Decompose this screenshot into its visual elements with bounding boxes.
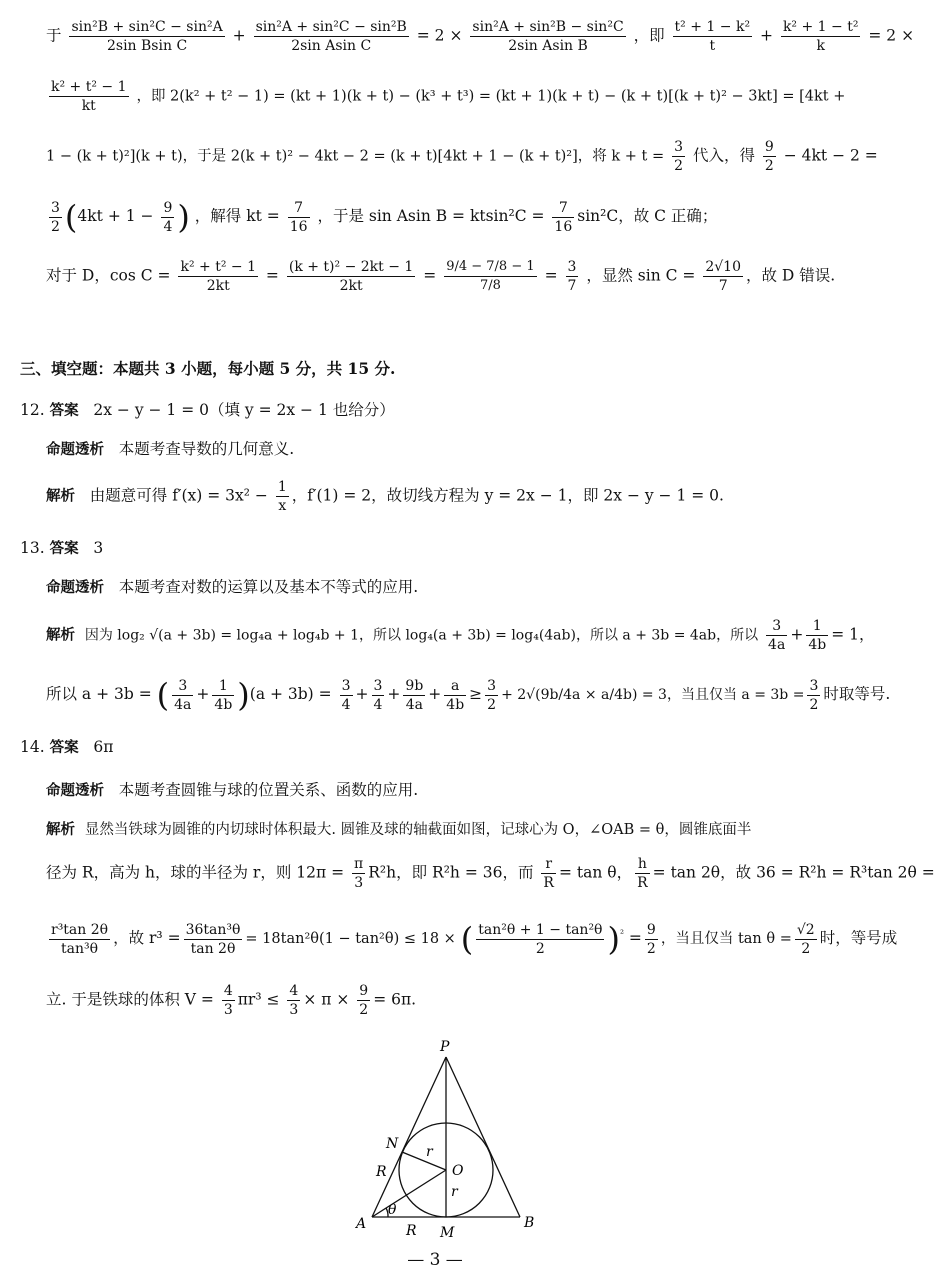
fraction: $\frac{\text{k² + t² − 1}}{2kt}$ (180, 259, 256, 294)
q13-touxi (46, 575, 850, 597)
label-A: A (356, 1216, 367, 1232)
text: (a + 3b) = (249, 685, 332, 703)
text: sin²C，故 C 正确； (577, 207, 718, 225)
fraction: $\frac{3}{4}$ (341, 677, 351, 713)
q12-answer-line (20, 398, 850, 420)
fraction: $\frac{7}{16}$ (289, 199, 308, 235)
jiexi-label: 解析 (46, 627, 75, 644)
fraction: $\frac{a}{4b}$ (446, 677, 465, 713)
fraction: $\frac{3}{4a}$ (768, 618, 786, 653)
compound-fraction: $\frac{9/4 - 7/8 - 1}{7/8}$ (446, 259, 535, 293)
text: 因为 log₂ √(a + 3b) = log₄a + log₄b + 1，所以 log₄(a + 3b) = log₄(4ab)，所以 a + 3b = 4ab，所以 (84, 627, 759, 644)
fraction: $\frac{3}{4}$ (373, 677, 383, 713)
question-number: 13. (20, 539, 45, 557)
segment-ON (402, 1152, 446, 1170)
fraction: $\frac{2√10}{7}$ (705, 259, 741, 294)
text: ，解得 kt = (194, 207, 280, 225)
exponent: ² (619, 928, 624, 940)
text: ≥ (469, 685, 483, 703)
label-R2: R (406, 1223, 417, 1239)
text: = tan 2θ，故 36 = R²h = R³tan 2θ = (652, 863, 935, 882)
fraction: $\frac{9b}{4a}$ (405, 677, 424, 713)
fraction: $\frac{3}{7}$ (567, 259, 577, 294)
q14-jiexi-line4 (46, 982, 850, 1019)
fraction: $\frac{\pi}{3}$ (354, 856, 364, 891)
text: = 2 × (416, 26, 463, 45)
q14-answer-line (20, 736, 850, 757)
fraction: $\frac{1}{4b}$ (808, 618, 827, 653)
text: ，即 2(k² + t² − 1) = (kt + 1)(k + t) − (k³ + t³) = (kt + 1)(k + t) − (k + t)[(k + t)² − 3kt] = [4kt + (136, 88, 846, 105)
text: = tan θ， (558, 863, 633, 882)
question-number: 12. (20, 401, 45, 419)
fraction: $\frac{1}{x}$ (277, 479, 287, 514)
text: 立. 于是铁球的体积 V = (46, 990, 214, 1009)
text: 径为 R，高为 h，球的半径为 r，则 12π = (46, 863, 345, 882)
text: + (760, 26, 773, 45)
text: 显然当铁球为圆锥的内切球时体积最大. 圆锥及球的轴截面如图，记球心为 O，∠OAB = θ，圆锥底面半 (84, 822, 752, 838)
text: = (265, 266, 279, 285)
text: + (196, 685, 210, 703)
answer-text: 3 (93, 539, 104, 557)
fraction: $\frac{3}{2}$ (809, 677, 819, 713)
text: ，于是 sin Asin B = ktsin²C = (317, 207, 545, 225)
fraction: $\frac{\text{(k + t)² − 2kt − 1}}{2kt}$ (288, 259, 414, 294)
q13-jiexi-line2: 所以 a + 3b = ( $\frac{3}{4a}$ + $\frac{1}{4b}$ )(a + 3b) = $\frac{3}{4}$ + $\frac{3}{4}$ + $\frac{9b}{4a}$ + $\frac{a}{4b}$ ≥ $\frac{3}{2}$ + 2√(9b/4a × a/4b) = 3，当且仅当 a = 3b = $\frac{3}{2}$ 时取等号. (46, 676, 891, 714)
fraction: $\frac{3}{2}$ (674, 139, 683, 174)
fraction: $\frac{\text{36tan³θ}}{\tan 2\theta}$ (185, 921, 241, 957)
touxi-label: 命题透析 (46, 783, 104, 799)
fraction: $\frac{9}{4}$ (163, 199, 173, 235)
label-B: B (524, 1215, 535, 1231)
text: + (428, 685, 442, 703)
text: + (355, 685, 369, 703)
fraction: $\frac{\text{r³tan 2θ}}{\text{tan³θ}}$ (51, 921, 109, 957)
label-P: P (440, 1039, 450, 1055)
text: ，故 D 错误. (746, 266, 836, 285)
fraction: $\frac{9}{2}$ (646, 921, 656, 957)
fraction: $\frac{3}{2}$ (51, 199, 60, 235)
fraction: $\frac{4}{3}$ (289, 983, 299, 1018)
text: = (544, 266, 558, 285)
fraction: $\frac{\text{tan²θ + 1 − tan²θ}}{2}$ (478, 921, 603, 957)
fraction: $\frac{\text{k² + t² − 1}}{kt}$ (51, 79, 127, 114)
q14-jiexi-line2 (46, 855, 935, 892)
text: πr³ ≤ (237, 990, 280, 1009)
text: ，当且仅当 tan θ = (660, 931, 792, 947)
text: 代入，得 (692, 146, 755, 165)
label-M: M (440, 1225, 455, 1241)
touxi-text: 本题考查对数的运算以及基本不等式的应用. (118, 578, 419, 596)
text: ，故 r³ = (113, 929, 181, 947)
text: 1 − (k + t)²](k + t)，于是 2(k + t)² − 4kt − 2 = (k + t)[4kt + 1 − (k + t)²]，将 k + t = (46, 148, 665, 165)
text: = 6π. (373, 990, 417, 1009)
label-r1: r (426, 1144, 433, 1160)
label-N: N (386, 1136, 399, 1152)
fraction: $\frac{√2}{2}$ (796, 921, 815, 957)
fraction: $\frac{h}{R}$ (637, 856, 648, 891)
formula-line-2 (46, 78, 850, 115)
label-r2: r (451, 1184, 458, 1200)
text: + (232, 26, 246, 45)
text: 4kt + 1 − (77, 207, 154, 225)
text: = (628, 929, 642, 947)
text: × π × (303, 990, 350, 1009)
q12-touxi (46, 437, 850, 459)
answer-label: 答案 (49, 740, 79, 756)
text: + (387, 685, 401, 703)
q14-touxi (46, 778, 850, 800)
label-O: O (452, 1163, 464, 1179)
cone-sphere-figure (340, 1035, 560, 1245)
fraction: $\frac{4}{3}$ (223, 983, 233, 1018)
fraction: $\frac{r}{R}$ (543, 856, 554, 891)
formula-line-4: $\frac{3}{2}$ (4kt + 1 − $\frac{9}{4}$ ) ，解得 kt = $\frac{7}{16}$ ，于是 sin Asin B = ktsin²C = $\frac{7}{16}$ sin²C，故 C 正确； (51, 198, 718, 236)
fraction: $\frac{\text{t² + 1 − k²}}{t}$ (674, 19, 751, 54)
text: + (790, 625, 804, 644)
formula-line-1 (46, 18, 915, 55)
text: 由题意可得 f′(x) = 3x² − (89, 486, 268, 505)
q12-jiexi (46, 478, 850, 515)
label-R1: R (376, 1164, 387, 1180)
text: ，显然 sin C = (586, 266, 696, 285)
text: 于 (46, 26, 62, 45)
text: = (423, 266, 437, 285)
q13-jiexi (46, 617, 875, 654)
touxi-label: 命题透析 (46, 580, 104, 596)
question-number: 14. (20, 738, 45, 756)
answer-text: 2x − y − 1 = 0（填 y = 2x − 1 也给分） (93, 401, 395, 419)
text: R²h，即 R²h = 36，而 (368, 863, 534, 882)
fraction: $\frac{3}{2}$ (487, 677, 497, 713)
text: 时取等号. (823, 685, 891, 703)
fraction: $\frac{9}{2}$ (359, 983, 369, 1018)
touxi-text: 本题考查圆锥与球的位置关系、函数的应用. (118, 781, 419, 799)
text: 所以 a + 3b = (46, 685, 152, 703)
text: − 4kt − 2 = (783, 146, 878, 165)
formula-line-5 (46, 258, 850, 295)
answer-label: 答案 (49, 541, 79, 557)
fraction: $\frac{1}{4b}$ (214, 677, 233, 713)
formula-line-3 (46, 138, 878, 175)
fraction: $\frac{9}{2}$ (764, 139, 774, 174)
text: ，f′(1) = 2，故切线方程为 y = 2x − 1，即 2x − y − 1 = 0. (291, 486, 724, 505)
text: 时，等号成 (819, 929, 898, 947)
jiexi-label: 解析 (46, 822, 75, 838)
section-heading: 三、填空题：本题共 3 小题，每小题 5 分，共 15 分. (20, 359, 396, 378)
fraction: $\frac{7}{16}$ (554, 199, 573, 235)
answer-label: 答案 (49, 403, 79, 419)
text: + 2√(9b/4a × a/4b) = 3，当且仅当 a = 3b = (501, 687, 805, 703)
label-theta: θ (388, 1202, 397, 1218)
text: = 1， (831, 625, 875, 644)
text: 对于 D，cos C = (46, 266, 171, 285)
text: = 18tan²θ(1 − tan²θ) ≤ 18 × (245, 931, 456, 947)
q14-jiexi (46, 818, 850, 839)
answer-text: 6π (93, 738, 114, 756)
fraction: $\frac{\text{sin²A + sin²B − sin²C}}{\text{2sin Asin B}}$ (472, 19, 624, 54)
q14-jiexi-line3: $\frac{\text{r³tan 2θ}}{\text{tan³θ}}$ ，故 r³ = $\frac{\text{36tan³θ}}{\tan 2\theta}$ = 18tan²θ(1 − tan²θ) ≤ 18 × ( $\frac{\text{tan²θ + 1 − tan²θ}}{2}$ )$^{^2}$ = $\frac{9}{2}$ ，当且仅当 tan θ = $\frac{√2}{2}$ 时，等号成 (51, 920, 898, 958)
page-number: — 3 — (407, 1250, 463, 1270)
text: = 2 × (868, 26, 915, 45)
text: ，即 (633, 26, 665, 45)
touxi-label: 命题透析 (46, 442, 104, 458)
q13-answer-line (20, 537, 850, 558)
fraction: $\frac{\text{sin²B + sin²C − sin²A}}{\text{2sin Bsin C}}$ (71, 19, 223, 54)
jiexi-label: 解析 (46, 488, 75, 505)
touxi-text: 本题考查导数的几何意义. (118, 440, 295, 458)
fraction: $\frac{\text{k² + 1 − t²}}{k}$ (782, 19, 859, 54)
fraction: $\frac{\text{sin²A + sin²C − sin²B}}{\text{2sin Asin C}}$ (255, 19, 407, 54)
fraction: $\frac{3}{4a}$ (174, 677, 192, 713)
